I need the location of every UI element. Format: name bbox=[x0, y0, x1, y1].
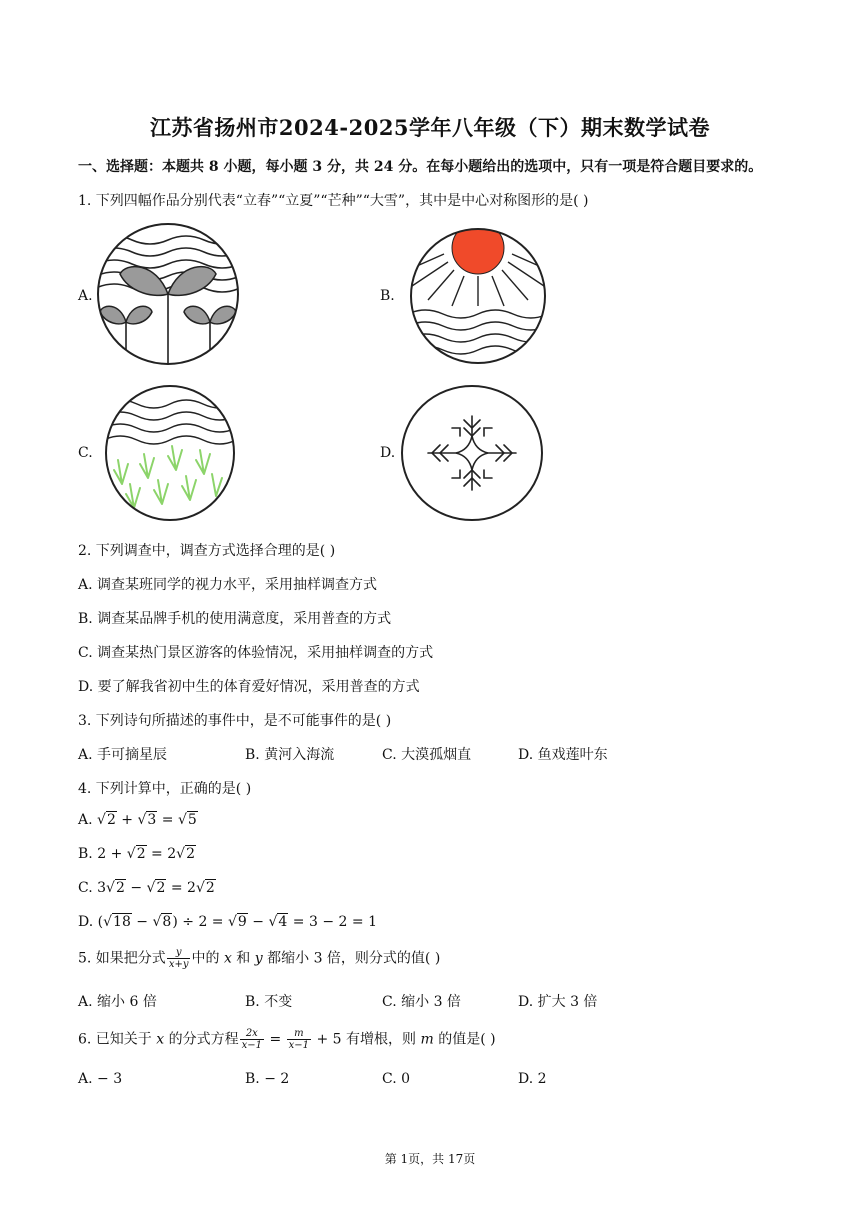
q2-option-a: A. 调查某班同学的视力水平，采用抽样调查方式 bbox=[78, 577, 378, 593]
q6-option-c: C. 0 bbox=[382, 1071, 411, 1087]
q5-stem: 5. 如果把分式 $\frac{y}{x+y}$ 中的 x 和 y 都缩小 3 倍，则分式的值( ) bbox=[78, 947, 441, 970]
q2-option-d: D. 要了解我省初中生的体育爱好情况，采用普查的方式 bbox=[78, 679, 420, 695]
q5-option-c: C. 缩小 3 倍 bbox=[382, 994, 461, 1010]
q4-option-b: B. 2 + √2 = 2√2 bbox=[78, 846, 196, 862]
q3-option-c: C. 大漠孤烟直 bbox=[382, 747, 472, 763]
q5-option-a: A. 缩小 6 倍 bbox=[78, 994, 157, 1010]
q3-stem: 3. 下列诗句所描述的事件中，是不可能事件的是( ) bbox=[78, 713, 392, 729]
q6-option-b: B. − 2 bbox=[245, 1071, 290, 1087]
q1-label-d: D. bbox=[380, 445, 396, 461]
q4-stem: 4. 下列计算中，正确的是( ) bbox=[78, 781, 252, 797]
q1-stem: 1. 下列四幅作品分别代表“立春”“立夏”“芒种”“大雪”，其中是中心对称图形的是( ) bbox=[78, 193, 589, 209]
q6-option-a: A. − 3 bbox=[78, 1071, 123, 1087]
q3-option-a: A. 手可摘星辰 bbox=[78, 747, 168, 763]
q2-option-c: C. 调查某热门景区游客的体验情况，采用抽样调查的方式 bbox=[78, 645, 434, 661]
q4-option-a: A. √2 + √3 = √5 bbox=[78, 812, 197, 828]
q5-fraction: $\frac{y}{x+y}$ bbox=[168, 947, 189, 970]
q6-stem: 6. 已知关于 x 的分式方程 $\frac{2x}{x-1}$ = $\frac{m}{x-1}$ + 5 有增根，则 m 的值是( ) bbox=[78, 1028, 496, 1051]
q3-option-b: B. 黄河入海流 bbox=[245, 747, 335, 763]
q6-option-d: D. 2 bbox=[518, 1071, 547, 1087]
q5-option-d: D. 扩大 3 倍 bbox=[518, 994, 598, 1010]
section-heading: 一、选择题：本题共 8 小题，每小题 3 分，共 24 分。在每小题给出的选项中，只有一项是符合题目要求的。 bbox=[78, 159, 763, 175]
q2-stem: 2. 下列调查中，调查方式选择合理的是( ) bbox=[78, 543, 336, 559]
figure-b-summer-sun-icon bbox=[408, 226, 548, 366]
q1-label-a: A. bbox=[78, 288, 93, 304]
figure-c-grain-in-ear-grass-icon bbox=[104, 384, 236, 522]
q1-label-b: B. bbox=[380, 288, 395, 304]
q5-option-b: B. 不变 bbox=[245, 994, 293, 1010]
q2-option-b: B. 调查某品牌手机的使用满意度，采用普查的方式 bbox=[78, 611, 392, 627]
figure-a-spring-sprouts-icon bbox=[96, 222, 240, 366]
q1-label-c: C. bbox=[78, 445, 93, 461]
q3-option-d: D. 鱼戏莲叶东 bbox=[518, 747, 608, 763]
q4-option-c: C. 3√2 − √2 = 2√2 bbox=[78, 880, 215, 896]
page-title: 江苏省扬州市2024-2025学年八年级（下）期末数学试卷 bbox=[149, 115, 711, 140]
page-footer: 第 1页，共 17页 bbox=[384, 1152, 476, 1166]
figure-d-great-snow-snowflake-icon bbox=[400, 384, 544, 522]
q4-option-d: D. (√18 − √8) ÷ 2 = √9 − √4 = 3 − 2 = 1 bbox=[78, 914, 378, 930]
